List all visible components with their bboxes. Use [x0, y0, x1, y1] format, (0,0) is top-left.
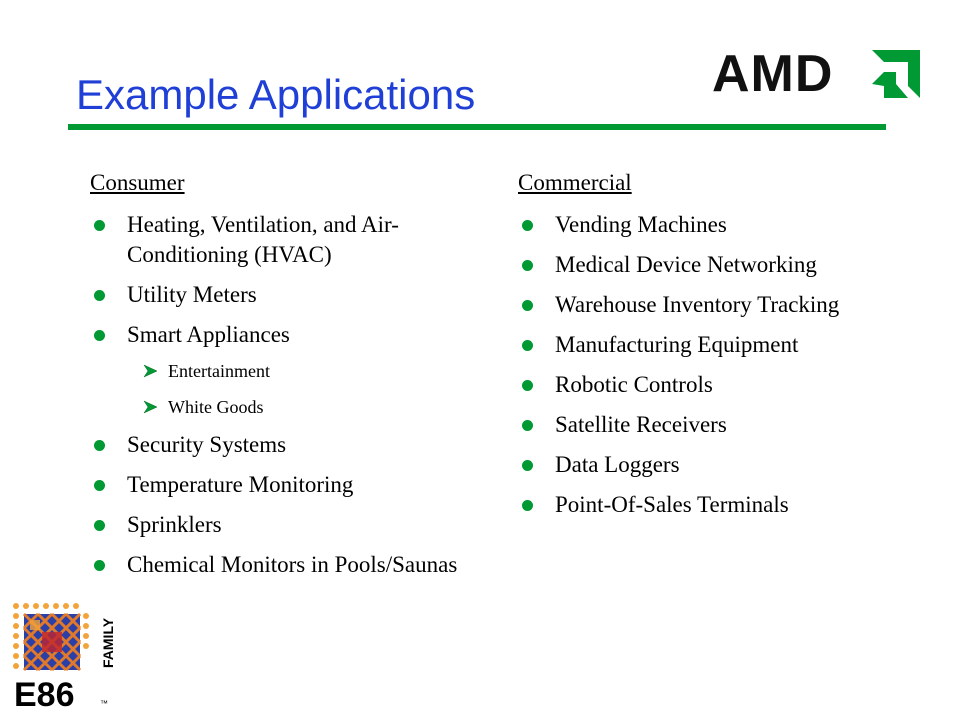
list-item — [90, 320, 470, 420]
bullet-icon — [522, 300, 533, 311]
bullet-icon — [522, 500, 533, 511]
list-item-label: Utility Meters — [127, 281, 257, 307]
list-item-label: Chemical Monitors in Pools/Saunas — [127, 551, 458, 577]
commercial-column — [518, 168, 938, 530]
arrow-bullet-icon — [143, 363, 159, 379]
bullet-icon — [94, 560, 105, 571]
bullet-icon — [522, 420, 533, 431]
arrow-bullet-icon — [143, 399, 159, 415]
list-item — [90, 280, 470, 310]
e86-family-text: FAMILY — [100, 617, 116, 668]
commercial-heading: Commercial — [518, 170, 632, 195]
consumer-column — [90, 168, 470, 590]
e86-logo-graphic — [12, 602, 122, 710]
list-item-label: Robotic Controls — [555, 371, 713, 397]
sub-list-item-label: Entertainment — [168, 360, 270, 381]
list-item-label: Manufacturing Equipment — [555, 331, 799, 357]
bullet-icon — [94, 520, 105, 531]
list-item-label: Satellite Receivers — [555, 411, 727, 437]
bullet-icon — [522, 380, 533, 391]
bullet-icon — [94, 220, 105, 231]
list-item — [90, 550, 470, 580]
list-item-label: Temperature Monitoring — [127, 471, 354, 497]
list-item-label: Data Loggers — [555, 451, 680, 477]
list-item — [90, 430, 470, 460]
list-item-label: Security Systems — [127, 431, 287, 457]
e86-family-logo — [12, 602, 122, 710]
slide-title: Example Applications — [76, 71, 476, 118]
list-item-label: Vending Machines — [555, 211, 727, 237]
bullet-icon — [522, 220, 533, 231]
list-item-label: Heating, Ventilation, and Air-Conditioning (HVAC) — [127, 211, 399, 267]
amd-arrow-icon — [870, 48, 922, 100]
list-item — [90, 210, 470, 270]
list-item — [518, 330, 938, 360]
list-item — [518, 490, 938, 520]
commercial-list — [518, 210, 938, 520]
list-item-label: Warehouse Inventory Tracking — [555, 291, 840, 317]
sub-list-item — [127, 358, 470, 384]
bullet-icon — [522, 460, 533, 471]
bullet-icon — [94, 330, 105, 341]
bullet-icon — [94, 480, 105, 491]
list-item — [518, 450, 938, 480]
list-item — [518, 290, 938, 320]
list-item — [90, 510, 470, 540]
list-item-label: Point-Of-Sales Terminals — [555, 491, 789, 517]
amd-wordmark: AMD — [712, 45, 834, 103]
list-item — [518, 210, 938, 240]
list-item-label: Medical Device Networking — [555, 251, 817, 277]
bullet-icon — [94, 440, 105, 451]
amd-logo — [712, 45, 922, 103]
list-item-label: Smart Appliances — [127, 321, 290, 347]
e86-logo-text: E86 — [14, 676, 75, 710]
consumer-heading: Consumer — [90, 170, 185, 195]
bullet-icon — [94, 290, 105, 301]
list-item — [518, 370, 938, 400]
list-item — [518, 410, 938, 440]
sub-list-item-label: White Goods — [168, 396, 264, 417]
sub-list-item — [127, 394, 470, 420]
list-item-label: Sprinklers — [127, 511, 222, 537]
title-underline — [68, 124, 886, 130]
list-item — [518, 250, 938, 280]
list-item — [90, 470, 470, 500]
sub-list — [127, 358, 470, 420]
consumer-list — [90, 210, 470, 580]
bullet-icon — [522, 340, 533, 351]
e86-tm-mark: ™ — [100, 699, 108, 708]
bullet-icon — [522, 260, 533, 271]
